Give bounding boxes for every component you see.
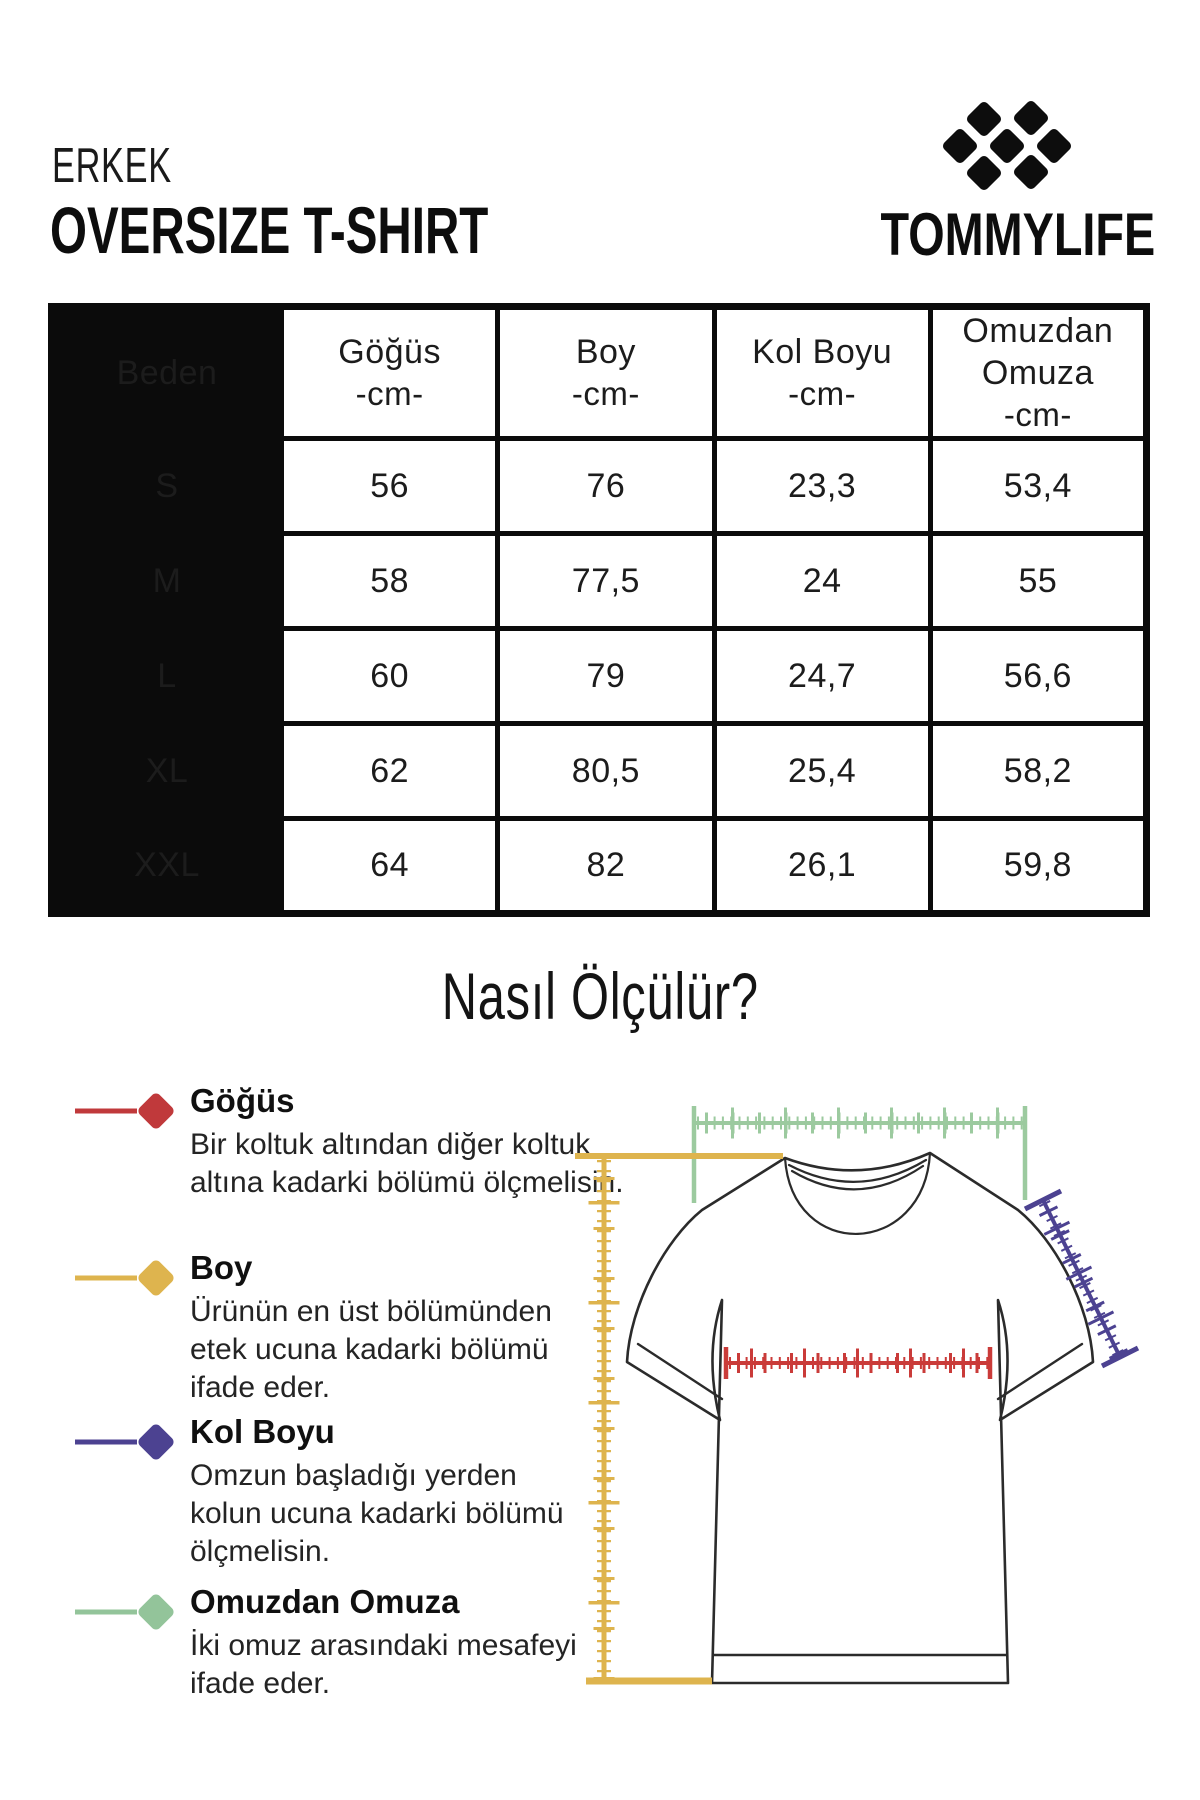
table-row (52, 629, 1147, 724)
sleeve-marker-icon (75, 1413, 185, 1471)
value-cell: 55 (930, 534, 1146, 629)
tshirt-measure-diagram (560, 1040, 1160, 1720)
size-label: S (52, 439, 282, 534)
size-label: XXL (52, 819, 282, 914)
legend-title: Göğüs (190, 1082, 295, 1119)
shoulder-marker-icon (75, 1583, 185, 1641)
table-row (52, 819, 1147, 914)
legend-title: Omuzdan Omuza (190, 1583, 460, 1620)
size-label: M (52, 534, 282, 629)
value-cell: 53,4 (930, 439, 1146, 534)
column-header-length: Boy -cm- (498, 307, 714, 439)
value-cell: 24 (714, 534, 930, 629)
value-cell: 58 (282, 534, 498, 629)
value-cell: 59,8 (930, 819, 1146, 914)
value-cell: 64 (282, 819, 498, 914)
category-title: ERKEK (52, 139, 172, 193)
table-row (52, 534, 1147, 629)
how-to-heading: Nasıl Ölçülür? (441, 959, 759, 1033)
legend-description: Omzun başladığı yerden kolun ucuna kadarki bölümü ölçmelisin. (190, 1459, 564, 1568)
value-cell: 82 (498, 819, 714, 914)
legend-description: Bir koltuk altından diğer koltuk altına kadarki bölümü ölçmelisin. (190, 1128, 624, 1199)
value-cell: 76 (498, 439, 714, 534)
column-header-shoulder: Omuzdan Omuza -cm- (930, 307, 1146, 439)
chest-marker-icon (75, 1082, 185, 1140)
value-cell: 23,3 (714, 439, 930, 534)
size-table-header-row (52, 307, 1147, 439)
legend-description: İki omuz arasındaki mesafeyi ifade eder. (190, 1629, 577, 1700)
size-table (48, 303, 1150, 885)
length-marker-icon (75, 1249, 185, 1307)
product-title: OVERSIZE T-SHIRT (50, 193, 489, 267)
value-cell: 79 (498, 629, 714, 724)
table-row (52, 724, 1147, 819)
column-header-sleeve: Kol Boyu -cm- (714, 307, 930, 439)
legend-description: Ürünün en üst bölümünden etek ucuna kadarki bölümü ifade eder. (190, 1295, 552, 1404)
brand-wordmark: TOMMYLIFE (880, 201, 1155, 268)
column-header-chest: Göğüs -cm- (282, 307, 498, 439)
size-label: XL (52, 724, 282, 819)
table-row (52, 439, 1147, 534)
tommylife-logo-icon (930, 85, 1090, 215)
value-cell: 26,1 (714, 819, 930, 914)
legend-title: Boy (190, 1249, 253, 1286)
value-cell: 62 (282, 724, 498, 819)
value-cell: 77,5 (498, 534, 714, 629)
size-table-corner-cell: Beden (52, 307, 282, 439)
value-cell: 58,2 (930, 724, 1146, 819)
value-cell: 56,6 (930, 629, 1146, 724)
value-cell: 60 (282, 629, 498, 724)
size-label: L (52, 629, 282, 724)
value-cell: 25,4 (714, 724, 930, 819)
tshirt-outline (627, 1153, 1093, 1683)
value-cell: 80,5 (498, 724, 714, 819)
value-cell: 56 (282, 439, 498, 534)
value-cell: 24,7 (714, 629, 930, 724)
legend-title: Kol Boyu (190, 1413, 335, 1450)
